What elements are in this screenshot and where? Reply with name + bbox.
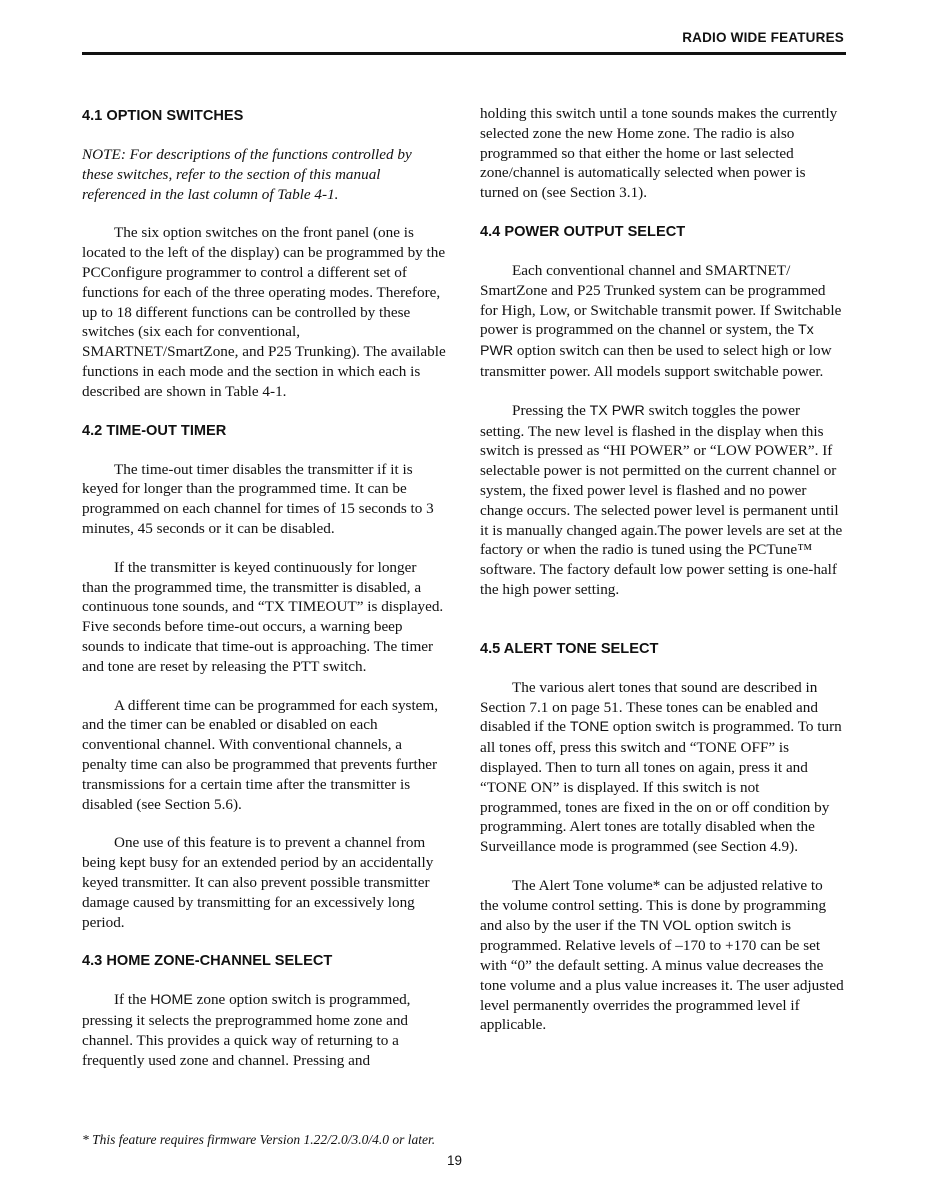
tx-pwr-switch-label-2: TX PWR <box>589 402 645 419</box>
section-4-4-text-c: Pressing the <box>512 401 590 419</box>
section-4-5-heading: 4.5 ALERT TONE SELECT <box>480 640 659 657</box>
section-4-2-paragraph-3: A different time can be programmed for each system, and the timer can be enabled or disabled on each conventional channel. With conventional channels, a penalty time can also be programmed that prevents further transmissions for a certain time after the transmitter is disabled (see Section 5.6). <box>82 696 439 813</box>
section-4-2-paragraph-2: If the transmitter is keyed continuously for longer than the programmed time, the transmitter is disabled, a continuous tone sounds, and “TX TIMEOUT” is displayed. Five seconds before time-out occurs, a warning beep sounds to indicate that time-out is approaching. The timer and tone are reset by releasing the PTT switch. <box>82 558 444 675</box>
section-4-4-paragraph-2 <box>480 401 844 600</box>
page-number: 19 <box>447 1153 463 1168</box>
tx-pwr-switch-label: Tx PWR <box>480 322 814 360</box>
section-4-5-paragraph-2 <box>480 876 844 1035</box>
section-4-5-text-a: The various alert tones that sound are described in Section 7.1 on page 51. These tones can be enabled and disabled if the <box>480 678 818 736</box>
home-switch-label: HOME <box>150 992 193 1009</box>
section-4-5-text-b: option switch is programmed. To turn all tones off, press this switch and “TONE OFF” is displayed. Then to turn all tones on again, press it and “TONE ON” is displayed. If this switch is not programmed, tones are fixed in the on or off condition by programming. Alert tones are totally disabled when the Surveillance mode is programmed (see Section 4.9). <box>480 718 842 856</box>
section-4-3-text-a: If the <box>114 991 151 1009</box>
section-4-4-text-b: option switch can then be used to select high or low transmitter power. All models support switchable power. <box>480 342 832 380</box>
section-4-3-text-b: zone option switch is programmed, pressing it selects the preprogrammed home zone and channel. This provides a quick way of returning to a frequently used zone and channel. Pressing and <box>82 991 411 1069</box>
section-4-5-text-d: option switch is programmed. Relative levels of –170 to +170 can be set with “0” the default setting. A minus value decreases the tone volume and a plus value increases it. The user adjusted level permanently overrides the programmed level if applicable. <box>480 916 844 1034</box>
header-title: RADIO WIDE FEATURES <box>682 30 844 45</box>
section-4-4-paragraph-1 <box>480 261 844 382</box>
section-4-1-heading: 4.1 OPTION SWITCHES <box>82 108 244 124</box>
left-column <box>82 104 446 1070</box>
section-4-1-note: NOTE: For descriptions of the functions controlled by these switches, refer to the section of this manual referenced in the last column of Table 4-1. <box>82 146 412 203</box>
footnote: * This feature requires firmware Version 1.22/2.0/3.0/4.0 or later. <box>82 1132 436 1147</box>
tone-switch-label: TONE <box>569 719 609 736</box>
section-4-2-paragraph-4: One use of this feature is to prevent a channel from being kept busy for an extended period by an accidentally keyed transmitter. It can also prevent possible transmitter damage caused by transmitting for an excessively long period. <box>82 834 434 931</box>
page-header <box>82 28 846 55</box>
section-4-2-heading: 4.2 TIME-OUT TIMER <box>82 422 227 439</box>
section-4-4-heading: 4.4 POWER OUTPUT SELECT <box>480 223 686 240</box>
section-4-3-paragraph <box>82 990 446 1070</box>
section-4-2-paragraph-1: The time-out timer disables the transmitter if it is keyed for longer than the programmed time. It can be programmed on each channel for times of 15 seconds to 3 minutes, 45 seconds or it can be disabled. <box>82 460 434 537</box>
section-4-4-text-d: switch toggles the power setting. The new level is flashed in the display when this switch is pressed as “HI POWER” or “LOW POWER”. If selectable power is not permitted on the current channel or system, the fixed power level is flashed and no power change occurs. The selected power level is permanent until it is manually changed again.The power levels are set at the factory or when the radio is tuned using the PCTune™ software. The factory default low power setting is one-half the high power setting. <box>480 401 843 598</box>
right-column <box>480 104 844 1035</box>
section-4-3-continued: holding this switch until a tone sounds makes the currently selected zone the new Home zone. The radio is also programmed so that either the home or last selected zone/channel is automatically selected when power is turned on (see Section 3.1). <box>480 105 838 202</box>
section-4-5-text-c: The Alert Tone volume* can be adjusted relative to the volume control setting. This is done by programming and also by the user if the <box>480 876 827 934</box>
section-4-3-heading: 4.3 HOME ZONE-CHANNEL SELECT <box>82 953 333 970</box>
section-4-1-paragraph: The six option switches on the front panel (one is located to the left of the display) can be programmed by the PCConfigure programmer to control a different set of functions for each of the three operating modes. Therefore, up to 18 different functions can be controlled by these switches (six each for conventional, SMARTNET/SmartZone, and P25 Trunking). The available functions in each mode and the section in which each is described are shown in Table 4-1. <box>82 224 446 400</box>
section-4-5-paragraph-1 <box>480 678 844 857</box>
tn-vol-switch-label: TN VOL <box>639 917 692 934</box>
section-4-4-text-a: Each conventional channel and SMARTNET/ SmartZone and P25 Trunked system can be programmed for High, Low, or Switchable transmit power. If Switchable power is programmed on the channel or system, the <box>480 261 842 339</box>
